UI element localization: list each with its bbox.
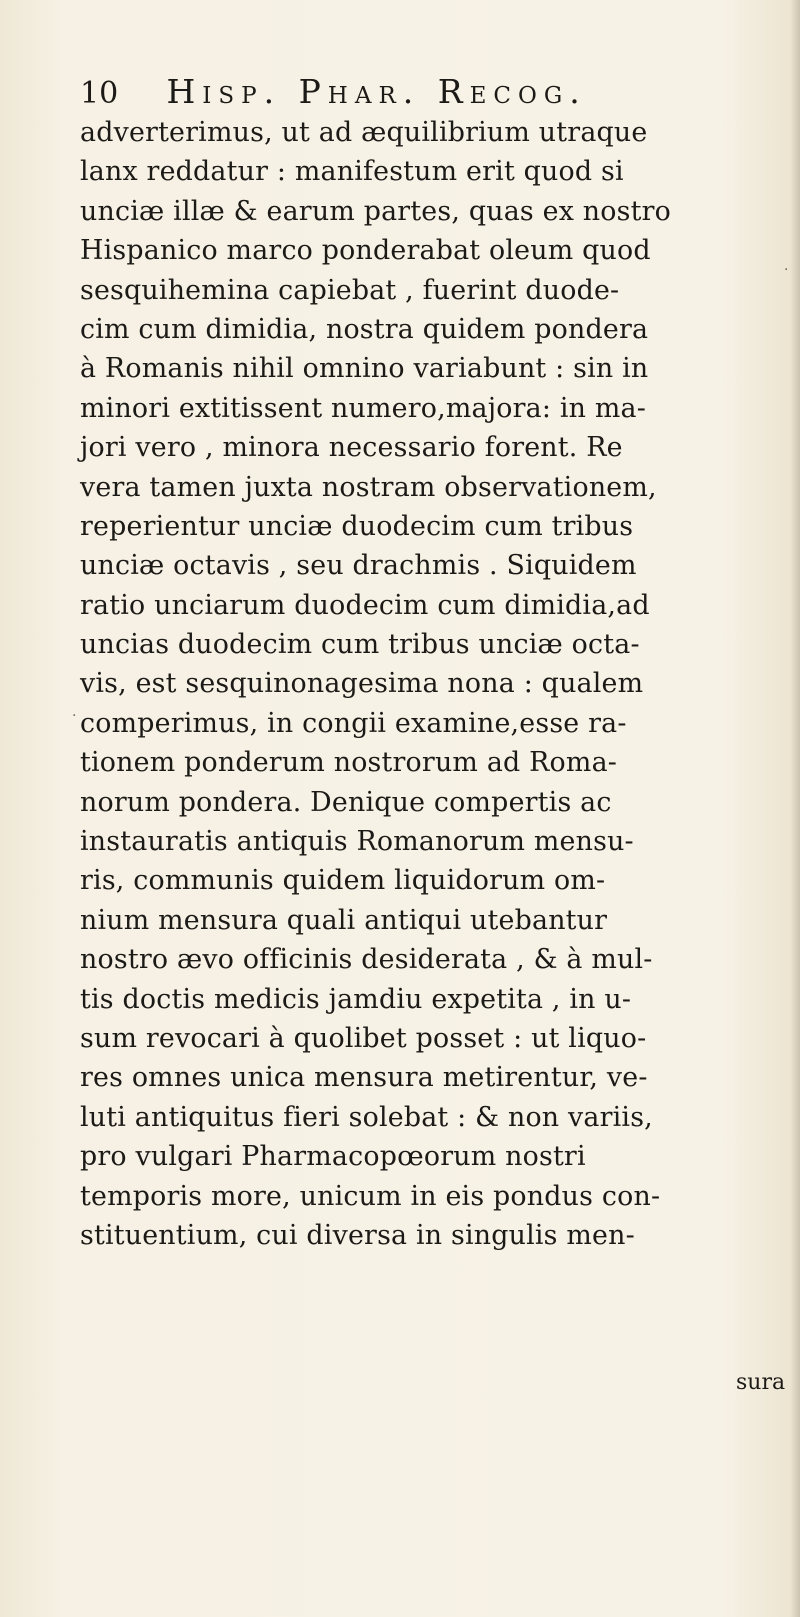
text-line: tionem ponderum nostrorum ad Roma- bbox=[80, 747, 618, 779]
text-line: res omnes unica mensura metirentur, ve- bbox=[80, 1062, 648, 1094]
body-text bbox=[80, 113, 780, 1255]
text-line: luti antiquitus fieri solebat : & non variis, bbox=[80, 1101, 653, 1133]
text-line: unciæ octavis , seu drachmis . Siquidem bbox=[80, 550, 637, 582]
running-title: Hisp. Phar. Recog. bbox=[166, 72, 587, 111]
text-line: sesquihemina capiebat , fuerint duode- bbox=[80, 274, 620, 306]
text-line: unciæ illæ & earum partes, quas ex nostro bbox=[80, 195, 671, 227]
text-line: ris, communis quidem liquidorum om- bbox=[80, 865, 606, 897]
text-line: temporis more, unicum in eis pondus con- bbox=[80, 1180, 661, 1212]
page-edge-shadow bbox=[790, 0, 800, 1617]
text-line: ratio unciarum duodecim cum dimidia,ad bbox=[80, 589, 650, 621]
text-line: minori extitissent numero,majora: in ma- bbox=[80, 392, 646, 424]
text-line: sum revocari à quolibet posset : ut liquo- bbox=[80, 1022, 647, 1054]
text-line: tis doctis medicis jamdiu expetita , in u- bbox=[80, 983, 632, 1015]
text-line: vera tamen juxta nostram observationem, bbox=[80, 471, 657, 503]
text-line: lanx reddatur : manifestum erit quod si bbox=[80, 156, 624, 188]
margin-dot: · bbox=[784, 262, 789, 278]
text-line: vis, est sesquinonagesima nona : qualem bbox=[80, 668, 644, 700]
text-line: nium mensura quali antiqui utebantur bbox=[80, 904, 608, 936]
text-line: à Romanis nihil omnino variabunt : sin in bbox=[80, 353, 649, 385]
text-line: cim cum dimidia, nostra quidem pondera bbox=[80, 313, 649, 345]
text-line: jori vero , minora necessario forent. Re bbox=[80, 432, 623, 464]
text-line: norum pondera. Denique compertis ac bbox=[80, 786, 612, 818]
text-line: nostro ævo officinis desiderata , & à mul- bbox=[80, 944, 653, 976]
text-line: reperientur unciæ duodecim cum tribus bbox=[80, 510, 634, 542]
page-number: 10 bbox=[80, 76, 119, 111]
text-line: uncias duodecim cum tribus unciæ octa- bbox=[80, 629, 640, 661]
text-line: instauratis antiquis Romanorum mensu- bbox=[80, 826, 634, 858]
text-line: Hispanico marco ponderabat oleum quod bbox=[80, 235, 651, 267]
text-line: comperimus, in congii examine,esse ra- bbox=[80, 707, 627, 739]
text-line: stituentium, cui diversa in singulis men- bbox=[80, 1219, 635, 1251]
catchword: sura bbox=[736, 1370, 786, 1395]
text-line: pro vulgari Pharmacopœorum nostri bbox=[80, 1141, 586, 1173]
text-line: adverterimus, ut ad æquilibrium utraque bbox=[80, 117, 648, 148]
margin-dot: · bbox=[72, 708, 77, 724]
